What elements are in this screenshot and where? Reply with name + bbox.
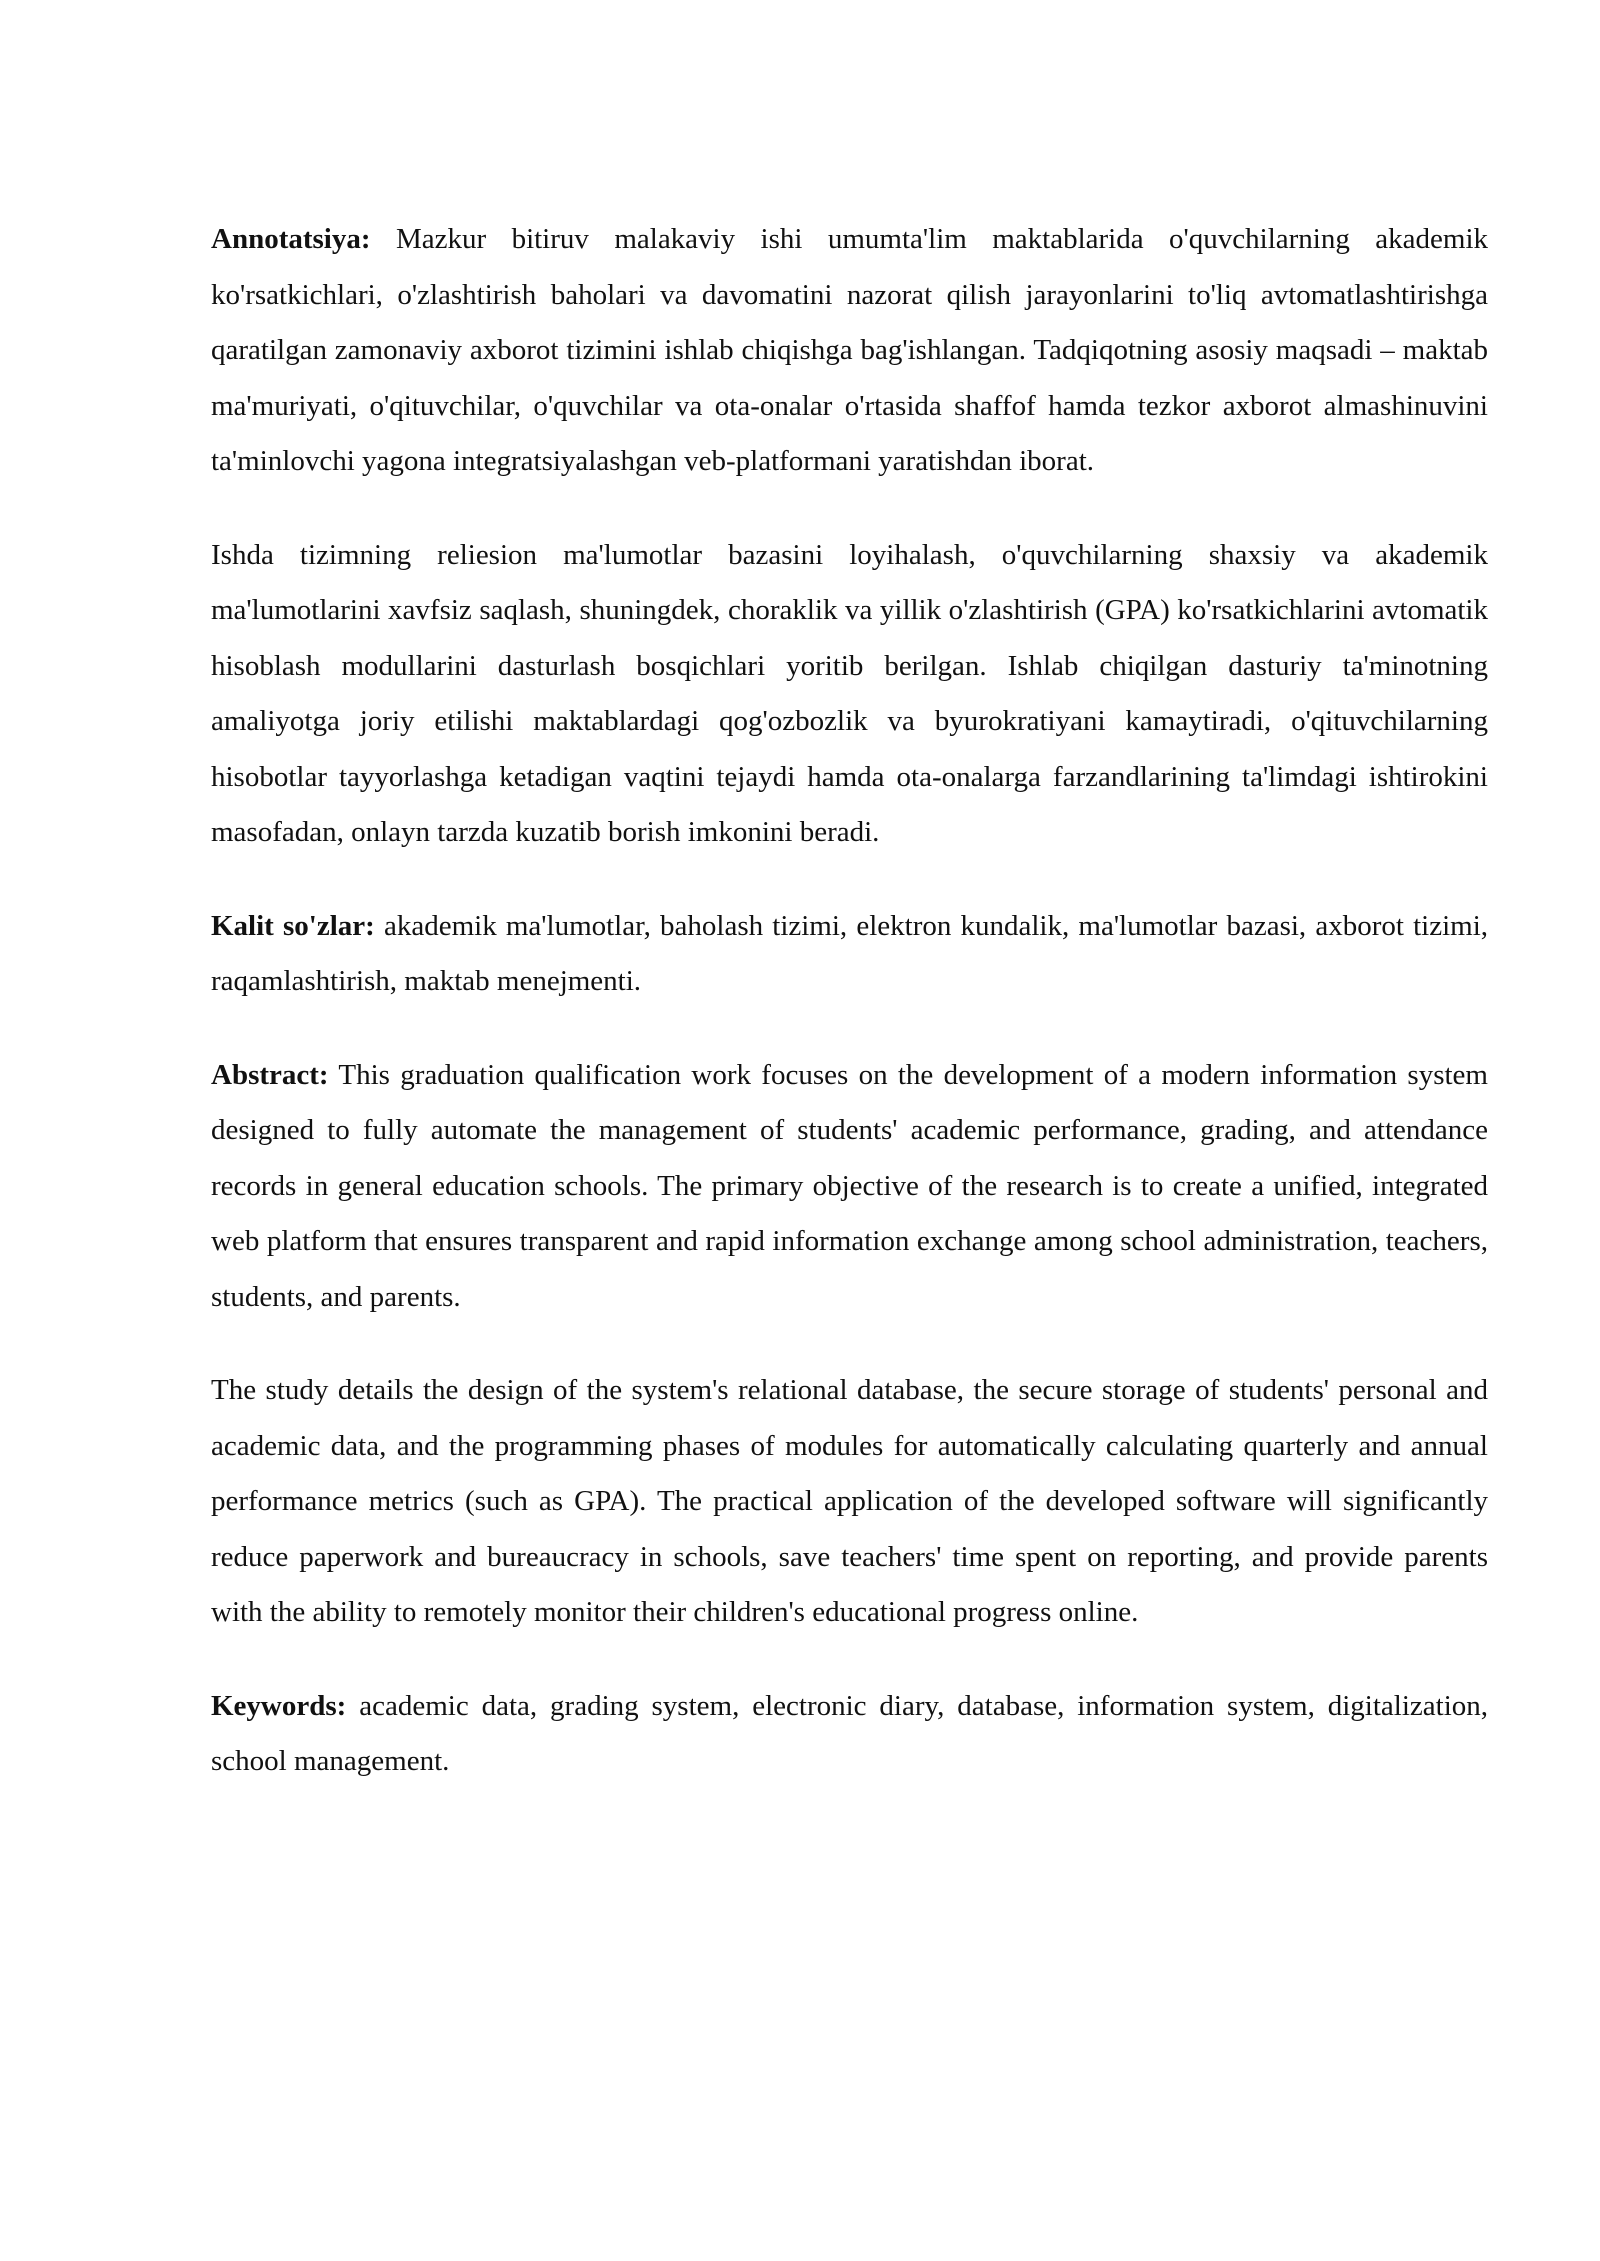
abstract-text: This graduation qualification work focuses on the development of a modern information system designed to fully automate the management of students' academic performance, grading, and attendance records in general education schools. The primary objective of the research is to create a unified, integrated web platform that ensures transparent and rapid information exchange among school administration, teachers, students, and parents.: [211, 1058, 1488, 1313]
annotation-label: Annotatsiya:: [211, 223, 371, 255]
keywords-paragraph: [211, 1679, 1488, 1790]
abstract-paragraph: [211, 1048, 1488, 1326]
abstract-label: Abstract:: [211, 1058, 329, 1091]
uzbek-keywords-label: Kalit so'zlar:: [211, 909, 375, 942]
abstract-body-paragraph: [211, 1363, 1488, 1641]
uzbek-keywords-text: akademik ma'lumotlar, baholash tizimi, elektron kundalik, ma'lumotlar bazasi, axborot tizimi, raqamlashtirish, maktab menejmenti.: [211, 909, 1488, 997]
keywords-text: academic data, grading system, electronic diary, database, information system, digitalization, school management.: [211, 1689, 1489, 1777]
document-page: [211, 212, 1488, 1790]
annotation-body-text: Ishda tizimning reliesion ma'lumotlar bazasini loyihalash, o'quvchilarning shaxsiy va akademik ma'lumotlarini xavfsiz saqlash, shuningdek, choraklik va yillik o'zlashtirish (GPA) ko'rsatkichlarini avtomatik hisoblash modullarini dasturlash bosqichlari yoritib berilgan. Ishlab chiqilgan dasturiy ta'minotning amaliyotga joriy etilishi maktablardagi qog'ozbozlik va byurokratiyani kamaytiradi, o'qituvchilarning hisobotlar tayyorlashga ketadigan vaqtini tejaydi hamda ota-onalarga farzandlarining ta'limdagi ishtirokini masofadan, onlayn tarzda kuzatib borish imkonini beradi.: [211, 538, 1488, 848]
keywords-label: Keywords:: [211, 1689, 347, 1722]
abstract-body-text: The study details the design of the system's relational database, the secure storage of students' personal and academic data, and the programming phases of modules for automatically calculating quarterly and annual performance metrics (such as GPA). The practical application of the developed software will significantly reduce paperwork and bureaucracy in schools, save teachers' time spent on reporting, and provide parents with the ability to remotely monitor their children's educational progress online.: [211, 1374, 1488, 1628]
annotation-paragraph: [211, 212, 1488, 490]
annotation-body-paragraph: [211, 528, 1488, 861]
annotation-text: Mazkur bitiruv malakaviy ishi umumta'lim maktablarida o'quvchilarning akademik ko'rsatkichlari, o'zlashtirish baholari va davomatini nazorat qilish jarayonlarini to'liq avtomatlashtirishga qaratilgan zamonaviy axborot tizimini ishlab chiqishga bag'ishlangan. Tadqiqotning asosiy maqsadi – maktab ma'muriyati, o'qituvchilar, o'quvchilar va ota-onalar o'rtasida shaffof hamda tezkor axborot almashinuvini ta'minlovchi yagona integratsiyalashgan veb-platformani yaratishdan iborat.: [211, 223, 1488, 477]
uzbek-keywords-paragraph: [211, 899, 1488, 1010]
